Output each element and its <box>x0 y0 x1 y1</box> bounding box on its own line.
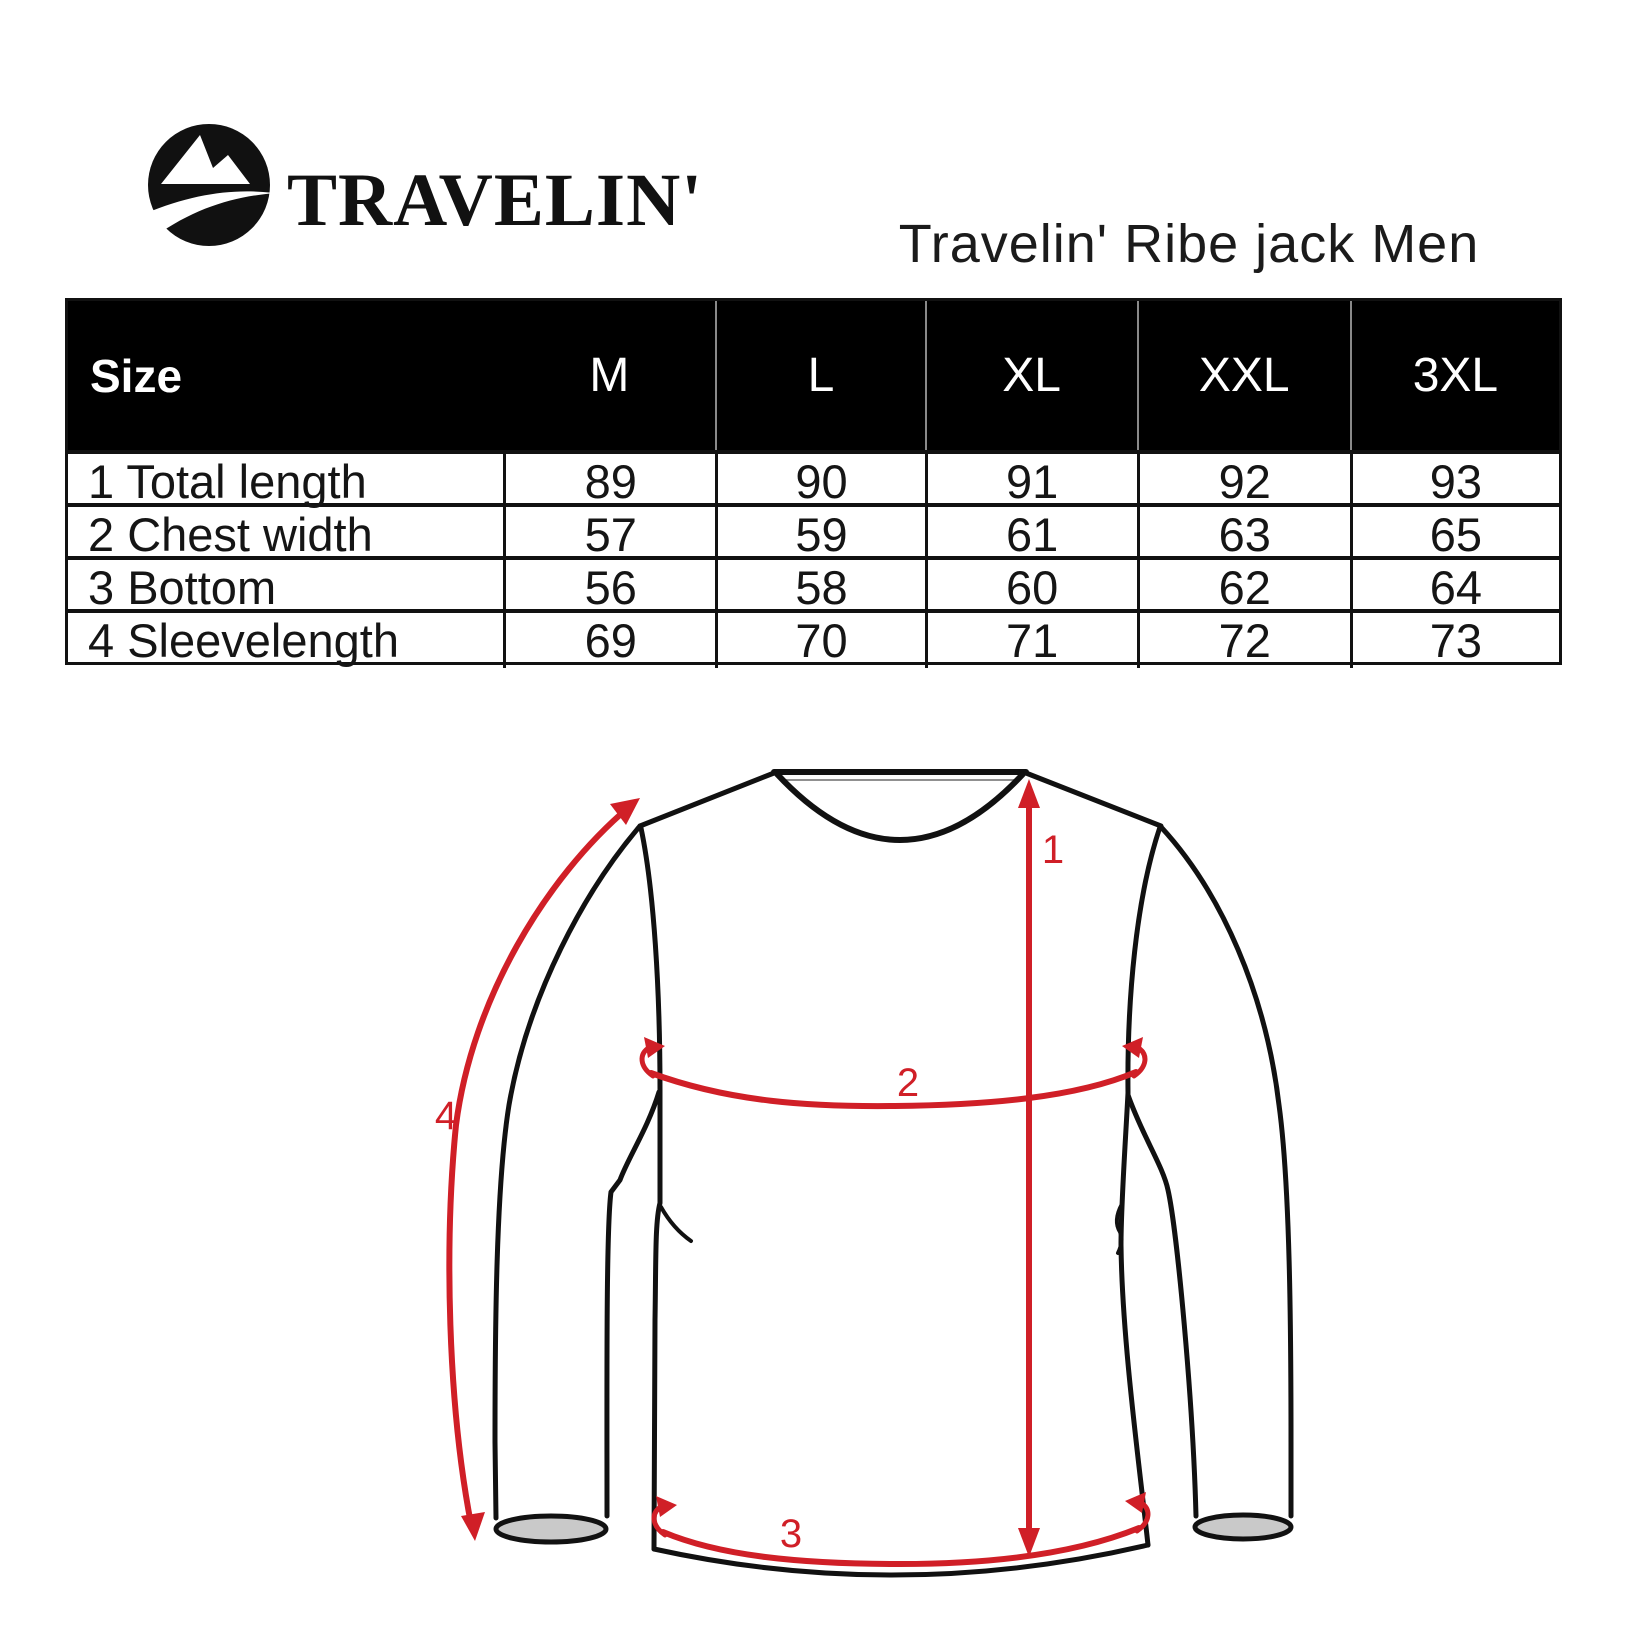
cell-value: 56 <box>503 560 715 615</box>
measure-line-4 <box>449 807 629 1524</box>
measurement-label-bottom: 3 <box>779 1512 803 1556</box>
measurement-chest-width <box>642 1037 1145 1106</box>
row-label: 2 Chest width <box>88 508 373 561</box>
cell-value: 89 <box>503 454 715 509</box>
arrowhead-left-hook-icon <box>656 1496 677 1517</box>
column-header-xxl: XXL <box>1137 301 1350 450</box>
measurement-bottom <box>654 1492 1148 1564</box>
cell-value: 90 <box>715 454 924 509</box>
cell-value: 58 <box>715 560 924 615</box>
cell-value: 73 <box>1350 613 1559 668</box>
cell-value: 65 <box>1350 507 1559 562</box>
column-header-3xl: 3XL <box>1350 301 1559 450</box>
cell-value: 70 <box>715 613 924 668</box>
row-label: 4 Sleevelength <box>88 614 399 667</box>
column-header-size: Size <box>90 349 183 402</box>
cell-value: 60 <box>925 560 1137 615</box>
cell-value: 62 <box>1137 560 1350 615</box>
arrowhead-down-icon <box>461 1512 485 1541</box>
column-header-m: M <box>589 349 630 402</box>
measurement-label-total-length: 1 <box>1041 828 1065 872</box>
measure-line-2 <box>651 1072 1136 1106</box>
row-label: 1 Total length <box>88 455 367 508</box>
left-body-side <box>641 828 660 1549</box>
cell-value: 93 <box>1350 454 1559 509</box>
cell-value: 92 <box>1137 454 1350 509</box>
left-sleeve-inner-edge <box>607 1092 659 1516</box>
column-header-xl: XL <box>925 301 1137 450</box>
cell-value: 64 <box>1350 560 1559 615</box>
brand-logo-text: TRAVELIN' <box>287 159 704 242</box>
cell-value: 59 <box>715 507 924 562</box>
cell-value: 72 <box>1137 613 1350 668</box>
measurement-label-chest-width: 2 <box>896 1061 920 1105</box>
measurement-total-length <box>1018 779 1064 1557</box>
cell-value: 69 <box>503 613 715 668</box>
neckline <box>777 774 1023 840</box>
cell-value: 63 <box>1137 507 1350 562</box>
measurement-label-sleeve-length: 4 <box>434 1094 458 1138</box>
right-body-side <box>1121 827 1160 1545</box>
page-title: Travelin' Ribe jack Men <box>898 214 1480 274</box>
arrowhead-right-hook-icon <box>1122 1037 1143 1058</box>
left-cuff <box>496 1516 606 1542</box>
left-shoulder <box>640 773 774 826</box>
cell-value: 57 <box>503 507 715 562</box>
right-cuff <box>1195 1515 1291 1539</box>
right-shoulder <box>1026 773 1161 826</box>
cell-value: 91 <box>925 454 1137 509</box>
right-sleeve-outer-edge <box>1161 827 1291 1516</box>
cell-value: 71 <box>925 613 1137 668</box>
cell-value: 61 <box>925 507 1137 562</box>
column-header-l: L <box>715 301 924 450</box>
left-wrinkle <box>661 1207 691 1241</box>
shirt-outline <box>495 772 1291 1575</box>
left-sleeve-outer-edge <box>495 826 640 1518</box>
arrowhead-up-icon <box>1018 779 1040 808</box>
row-label: 3 Bottom <box>88 561 277 614</box>
